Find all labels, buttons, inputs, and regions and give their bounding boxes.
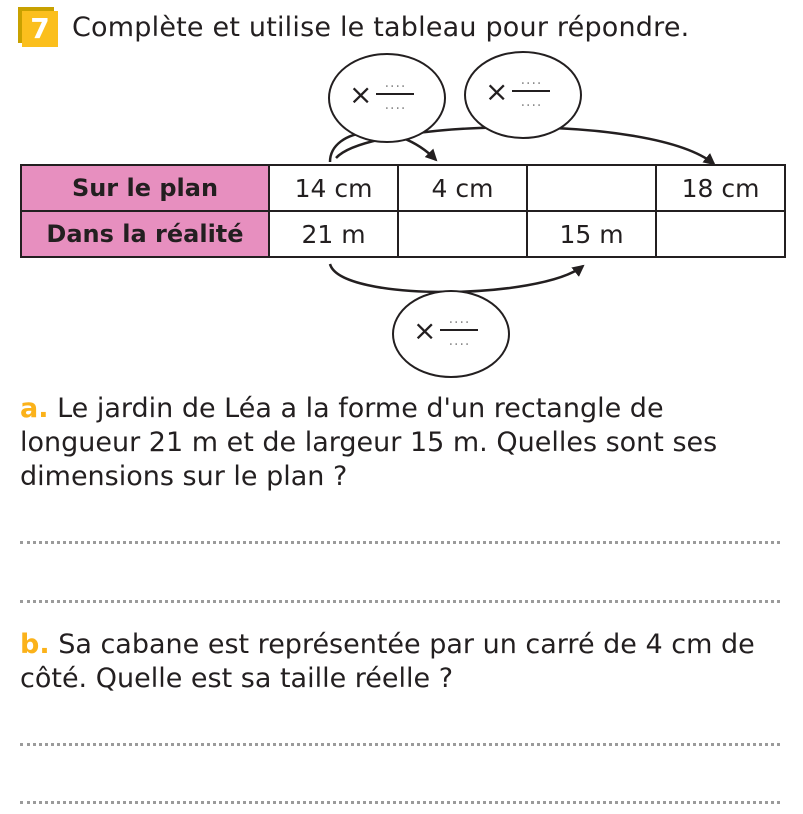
answer-line[interactable] — [20, 801, 780, 804]
proportionality-table — [20, 164, 786, 258]
fraction-blank[interactable]: $\frac{....}{....}$ — [512, 73, 550, 109]
table-cell: 4 cm — [398, 165, 527, 211]
table-row-reality — [21, 211, 785, 257]
times-icon: × — [485, 74, 509, 108]
question-a — [20, 392, 790, 494]
row-header-reality: Dans la réalité — [21, 211, 269, 257]
answer-line[interactable] — [20, 743, 780, 746]
table-cell: 21 m — [269, 211, 398, 257]
exercise-instruction: Complète et utilise le tableau pour répondre. — [72, 11, 690, 43]
operator-top-left — [349, 76, 414, 112]
arrow-21m-to-15m — [330, 264, 583, 292]
row-header-plan: Sur le plan — [21, 165, 269, 211]
times-icon: × — [349, 77, 373, 111]
operator-bottom — [413, 312, 478, 348]
question-letter-a: a. — [20, 393, 49, 424]
answer-line[interactable] — [20, 541, 780, 544]
table-cell: 18 cm — [656, 165, 785, 211]
question-b — [20, 628, 790, 696]
times-icon: × — [413, 313, 437, 347]
exercise-number: 7 — [22, 11, 58, 47]
operator-top-right — [485, 73, 550, 109]
table-cell-blank[interactable] — [527, 165, 656, 211]
question-text-b: Sa cabane est représentée par un carré de 4 cm de côté. Quelle est sa taille réelle ? — [20, 629, 755, 694]
table-cell-blank[interactable] — [656, 211, 785, 257]
table-cell: 14 cm — [269, 165, 398, 211]
table-row-plan — [21, 165, 785, 211]
answer-line[interactable] — [20, 600, 780, 603]
fraction-blank[interactable]: $\frac{....}{....}$ — [376, 76, 414, 112]
fraction-blank[interactable]: $\frac{....}{....}$ — [440, 312, 478, 348]
table-cell-blank[interactable] — [398, 211, 527, 257]
question-letter-b: b. — [20, 629, 50, 660]
question-text-a: Le jardin de Léa a la forme d'un rectangle de longueur 21 m et de largeur 15 m. Quelles sont ses dimensions sur le plan ? — [20, 393, 718, 492]
table-cell: 15 m — [527, 211, 656, 257]
